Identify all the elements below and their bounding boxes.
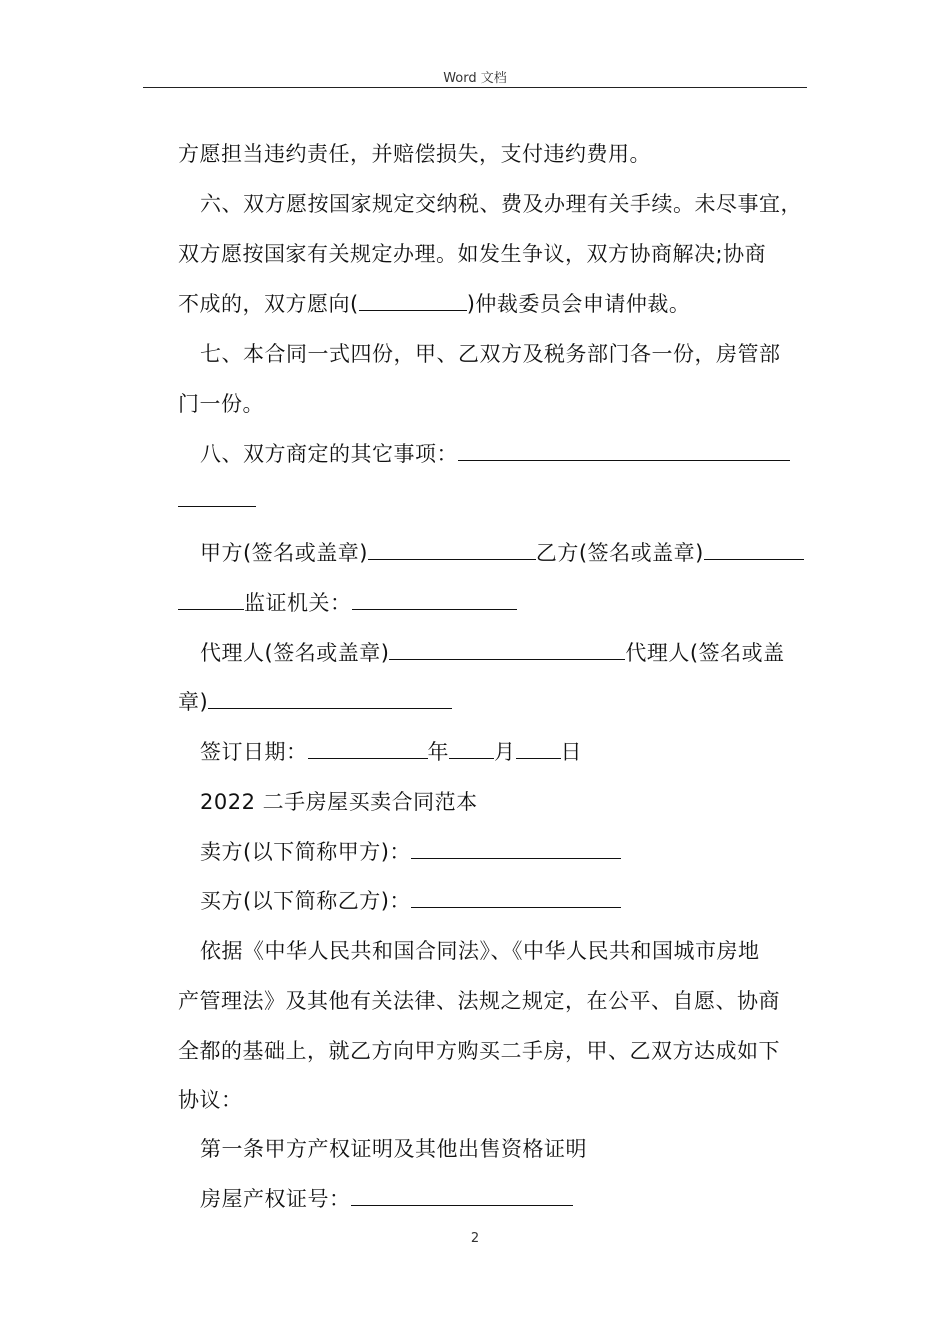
fill-in-blank: [308, 740, 428, 759]
text-segment: 年: [427, 740, 449, 764]
page-number: 2: [470, 1231, 480, 1246]
text-segment: 房屋产权证号：: [200, 1187, 351, 1211]
paragraph-line: [178, 686, 452, 716]
paragraph-line: 协议：: [178, 1088, 243, 1112]
paragraph-line: [178, 288, 690, 318]
fill-in-blank: [704, 541, 804, 560]
text-segment: 不成的，双方愿向(: [178, 292, 359, 316]
fill-in-blank: [411, 840, 621, 859]
paragraph-line: [200, 537, 804, 567]
paragraph-line: 方愿担当违约责任，并赔偿损失，支付违约费用。: [178, 142, 651, 166]
paragraph-line: 全都的基础上，就乙方向甲方购买二手房，甲、乙双方达成如下: [178, 1039, 780, 1063]
text-segment: 日: [560, 740, 582, 764]
text-segment: 甲方(签名或盖章): [200, 541, 368, 565]
header-divider: [143, 87, 807, 88]
fill-in-blank: [411, 889, 621, 908]
paragraph-line: [200, 836, 621, 866]
text-segment: 监证机关：: [244, 591, 352, 615]
fill-in-blank: [516, 740, 561, 759]
fill-in-blank: [208, 690, 452, 709]
text-segment: 代理人(签名或盖: [625, 641, 785, 665]
fill-in-blank: [389, 641, 625, 660]
paragraph-line: 双方愿按国家有关规定办理。如发生争议，双方协商解决;协商: [178, 242, 767, 266]
fill-in-blank: [458, 442, 790, 461]
paragraph-line: [200, 885, 621, 915]
fill-in-blank: [178, 591, 244, 610]
paragraph-line: [200, 1183, 573, 1213]
fill-in-blank: [351, 1187, 573, 1206]
paragraph-line: [178, 587, 517, 617]
fill-in-blank: [359, 292, 467, 311]
paragraph-line: [200, 637, 785, 667]
text-segment: 代理人(签名或盖章): [200, 641, 390, 665]
paragraph-line: 第一条甲方产权证明及其他出售资格证明: [200, 1137, 587, 1161]
text-segment: 签订日期：: [200, 740, 308, 764]
fill-in-blank: [449, 740, 494, 759]
paragraph-line: 七、本合同一式四份，甲、乙双方及税务部门各一份，房管部: [200, 342, 781, 366]
header-title: Word 文档: [443, 71, 507, 86]
text-segment: 卖方(以下简称甲方)：: [200, 840, 411, 864]
text-segment: 八、双方商定的其它事项：: [200, 442, 458, 466]
paragraph-line: 门一份。: [178, 392, 264, 416]
paragraph-line: [200, 736, 582, 766]
text-segment: 月: [494, 740, 516, 764]
paragraph-line: [178, 488, 256, 512]
fill-in-blank: [352, 591, 517, 610]
fill-in-blank: [368, 541, 536, 560]
text-segment: 章): [178, 690, 209, 714]
paragraph-line: 六、双方愿按国家规定交纳税、费及办理有关手续。未尽事宜，: [200, 192, 802, 216]
text-segment: 买方(以下简称乙方)：: [200, 889, 411, 913]
paragraph-line: 2022 二手房屋买卖合同范本: [200, 790, 478, 814]
paragraph-line: [200, 438, 790, 468]
paragraph-line: 依据《中华人民共和国合同法》、《中华人民共和国城市房地: [200, 939, 760, 963]
fill-in-blank: [178, 488, 256, 507]
paragraph-line: 产管理法》及其他有关法律、法规之规定，在公平、自愿、协商: [178, 989, 780, 1013]
text-segment: )仲裁委员会申请仲裁。: [466, 292, 691, 316]
text-segment: 乙方(签名或盖章): [535, 541, 704, 565]
